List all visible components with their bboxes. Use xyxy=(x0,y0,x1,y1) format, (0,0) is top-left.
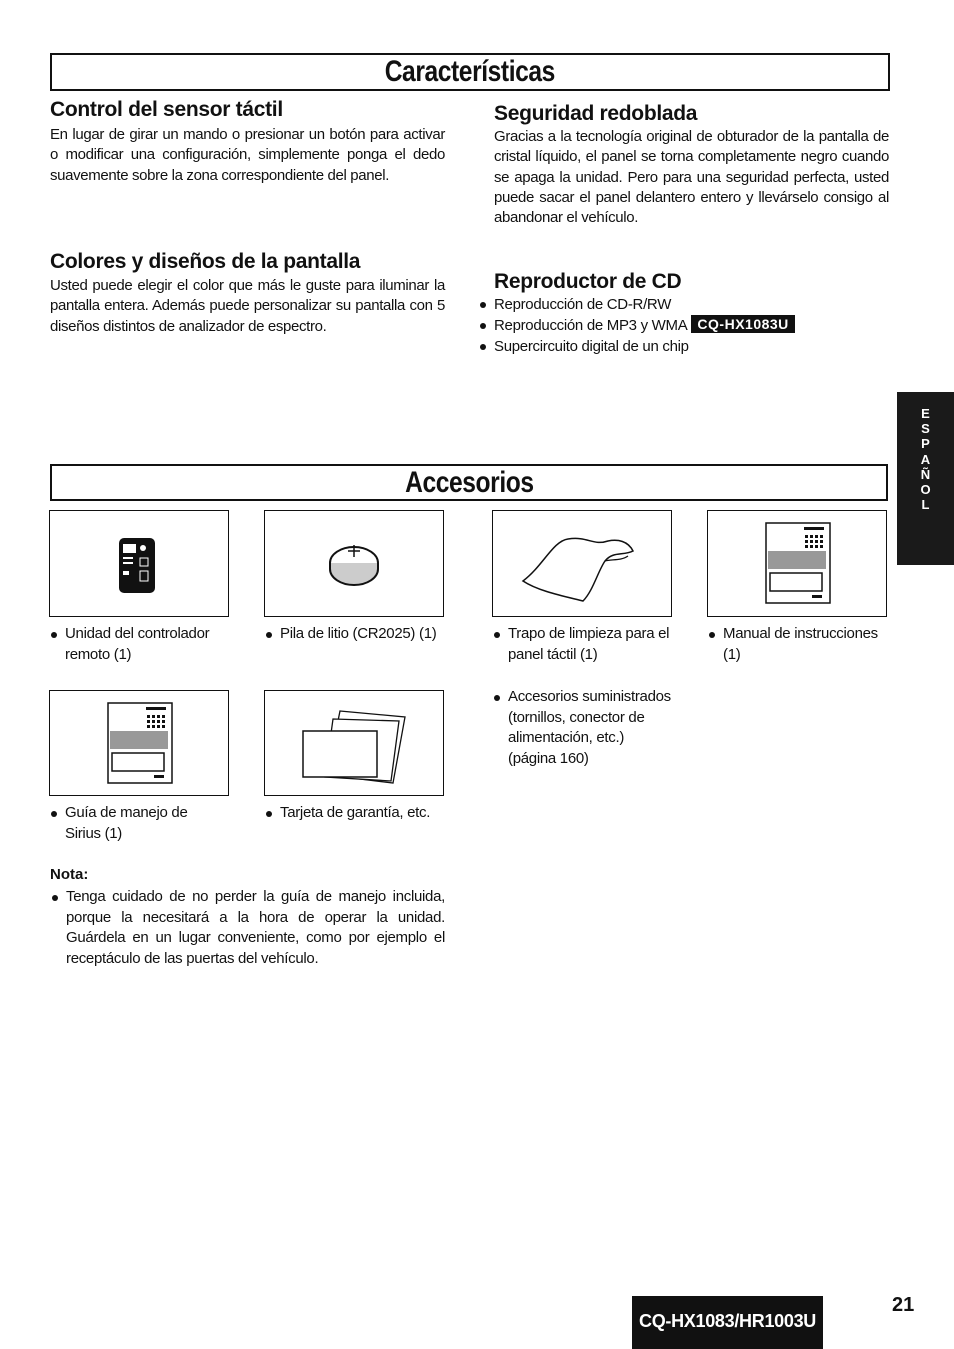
list-item: Pila de litio (CR2025) (1) xyxy=(264,624,439,645)
cd-feature-list xyxy=(478,294,898,357)
list-item: Tarjeta de garantía, etc. xyxy=(264,803,449,824)
remote-control-icon xyxy=(50,511,230,618)
language-tab-espanol: E S P A Ñ O L xyxy=(897,392,954,565)
touch-control-text: En lugar de girar un mando o presionar un botón para activar o modificar una configuración, simplemente ponga el dedo suavemente sobre la zona correspondiente del panel. xyxy=(50,126,445,184)
section-title-accesorios: Accesorios xyxy=(50,464,888,501)
caption-instruction-manual xyxy=(707,624,887,665)
list-item: Reproducción de MP3 y WMA CQ-HX1083U xyxy=(478,315,898,336)
heading-security: Seguridad redoblada xyxy=(494,102,698,125)
page-number: 21 xyxy=(892,1294,915,1316)
section-title-caracteristicas: Características xyxy=(50,53,890,91)
model-footer: CQ-HX1083/HR1003U xyxy=(632,1296,823,1349)
heading-cd-player: Reproductor de CD xyxy=(494,270,682,293)
remote-controller-illustration xyxy=(49,510,229,617)
caption-lithium-battery xyxy=(264,624,439,645)
manual-icon xyxy=(708,511,888,618)
heading-screen-colors: Colores y diseños de la pantalla xyxy=(50,250,361,273)
sirius-guide-illustration xyxy=(49,690,229,796)
warranty-card-illustration xyxy=(264,690,444,796)
instruction-manual-illustration xyxy=(707,510,887,617)
caption-cleaning-cloth xyxy=(492,624,677,665)
caption-warranty-card xyxy=(264,803,449,824)
screen-colors-text: Usted puede elegir el color que más le guste para iluminar la pantalla entera. Además puede personalizar su pantalla con 5 diseños distintos de analizador de espectro. xyxy=(50,277,445,335)
model-badge: CQ-HX1083U xyxy=(691,315,794,333)
caption-remote-controller xyxy=(49,624,234,665)
cloth-icon xyxy=(493,511,673,618)
security-text: Gracias a la tecnología original de obturador de la pantalla de cristal líquido, el panel se torna completamente negro cuando se apaga la unidad. Pero para una seguridad perfecta, usted puede sacar el panel delantero entero y llevárselo consigo al abandonar el vehículo. xyxy=(494,128,889,227)
cleaning-cloth-illustration xyxy=(492,510,672,617)
list-item: Reproducción de CD-R/RW xyxy=(478,294,898,315)
list-item: Unidad del controlador remoto (1) xyxy=(49,624,234,665)
battery-icon xyxy=(265,511,445,618)
list-item: Guía de manejo de Sirius (1) xyxy=(49,803,224,844)
caption-supplied-accessories xyxy=(492,687,672,769)
list-item: Trapo de limpieza para el panel táctil (1) xyxy=(492,624,677,665)
list-item: Tenga cuidado de no perder la guía de manejo incluida, porque la necesitará a la hora de operar la unidad. Guárdela en un lugar conveniente, como por ejemplo el receptáculo de las puertas del vehículo. xyxy=(50,887,445,969)
warranty-card-icon xyxy=(265,691,445,797)
list-item: Supercircuito digital de un chip xyxy=(478,336,898,357)
note-label: Nota: xyxy=(50,866,89,883)
list-item: Manual de instrucciones (1) xyxy=(707,624,887,665)
list-item: Accesorios suministrados (tornillos, conector de alimentación, etc.) (página 160) xyxy=(492,687,672,769)
heading-touch-control: Control del sensor táctil xyxy=(50,98,283,121)
note-text xyxy=(50,887,445,969)
caption-sirius-guide xyxy=(49,803,224,844)
lithium-battery-illustration xyxy=(264,510,444,617)
sirius-guide-icon xyxy=(50,691,230,797)
